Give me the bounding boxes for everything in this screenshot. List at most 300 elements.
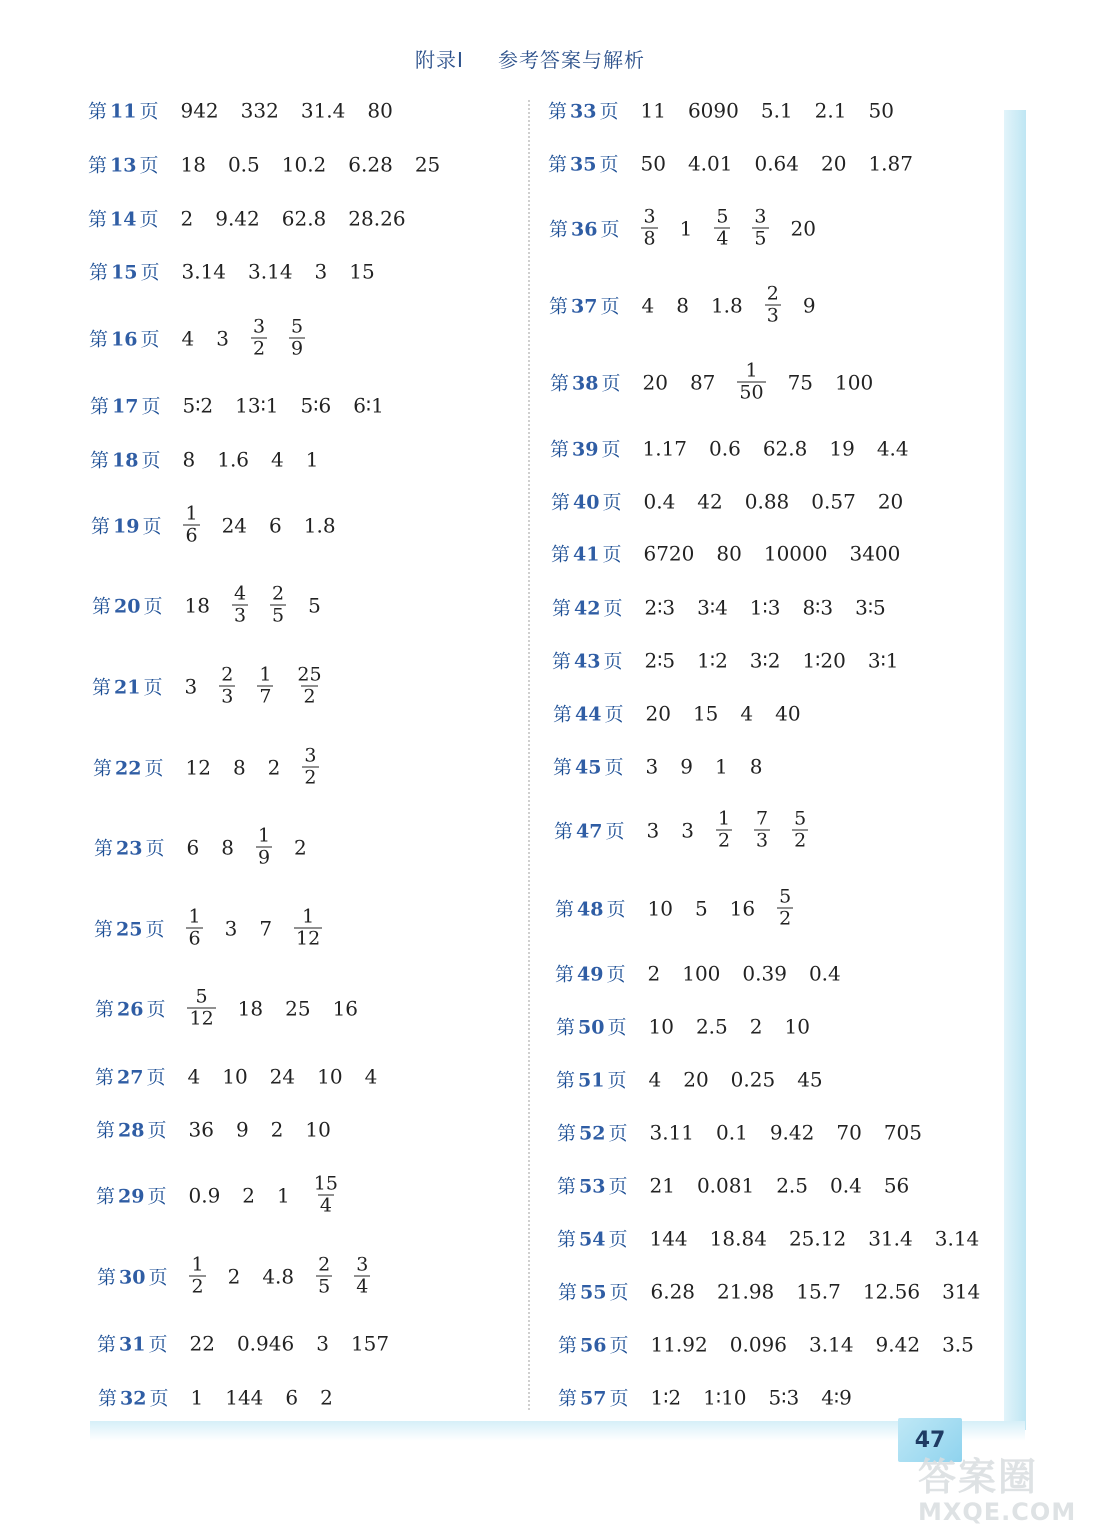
watermark-logo bbox=[918, 1456, 1088, 1532]
fraction-numerator: 3 bbox=[252, 315, 266, 338]
answer-entry bbox=[94, 907, 322, 950]
answer-values bbox=[647, 887, 793, 930]
column-divider bbox=[528, 100, 530, 1410]
page-label: 第 48 页 bbox=[555, 898, 626, 921]
answer-value: 2 bbox=[294, 835, 307, 859]
answer-value: 314 bbox=[942, 1279, 981, 1303]
answer-value: 2 bbox=[647, 961, 661, 985]
fraction-numerator: 2 bbox=[766, 282, 779, 305]
fraction-answer bbox=[354, 1255, 370, 1298]
page-label-number: 37 bbox=[571, 295, 598, 318]
answer-value: 1∶2 bbox=[650, 1385, 682, 1409]
fraction-numerator: 5 bbox=[794, 807, 807, 830]
page-label-number: 36 bbox=[571, 218, 598, 241]
answer-values bbox=[644, 595, 885, 619]
fraction-answer bbox=[186, 907, 202, 950]
answer-value: 31.4 bbox=[868, 1226, 913, 1250]
answer-value: 80 bbox=[716, 541, 742, 565]
answer-value: 3 bbox=[646, 818, 660, 842]
answer-values bbox=[190, 1385, 332, 1409]
answer-value: 10.2 bbox=[281, 152, 327, 176]
answer-entry bbox=[553, 753, 762, 780]
answer-value: 24 bbox=[221, 513, 248, 537]
page-label-number: 49 bbox=[577, 963, 604, 986]
answer-entry bbox=[97, 1255, 370, 1298]
answer-values bbox=[185, 746, 318, 789]
answer-values bbox=[180, 152, 440, 176]
page-label: 第 29 页 bbox=[96, 1185, 167, 1208]
answer-value: 942 bbox=[180, 98, 219, 122]
answer-value: 0.5 bbox=[227, 152, 260, 176]
answer-value: 31.4 bbox=[300, 98, 346, 122]
page-label-number: 11 bbox=[110, 100, 137, 123]
fraction-answer bbox=[641, 207, 657, 250]
answer-value: 6∶1 bbox=[353, 393, 384, 417]
answer-value: 1.8 bbox=[303, 513, 336, 537]
answer-entry bbox=[88, 151, 440, 178]
appendix-label: 附录Ⅰ bbox=[415, 48, 464, 72]
answer-value: 8 bbox=[676, 293, 689, 317]
answer-values bbox=[643, 541, 900, 565]
answer-value: 16 bbox=[729, 896, 756, 920]
page-label: 第 39 页 bbox=[550, 438, 621, 461]
answer-value: 18 bbox=[184, 593, 210, 617]
answer-values bbox=[644, 648, 898, 672]
answer-values bbox=[647, 961, 840, 985]
answer-value: 2 bbox=[749, 1014, 763, 1038]
fraction-numerator: 4 bbox=[233, 582, 247, 605]
answer-value: 25 bbox=[285, 996, 311, 1020]
page-label-number: 19 bbox=[113, 515, 140, 538]
answer-value: 3 bbox=[314, 259, 328, 283]
page-label-number: 27 bbox=[117, 1066, 144, 1089]
answer-value: 2 bbox=[242, 1183, 256, 1207]
page-label-number: 52 bbox=[579, 1122, 606, 1145]
answer-values bbox=[646, 809, 808, 852]
fraction-denominator: 2 bbox=[191, 1275, 204, 1298]
fraction-answer bbox=[792, 809, 808, 852]
answer-value: 5 bbox=[308, 593, 321, 617]
answer-entry bbox=[557, 1225, 979, 1252]
answer-value: 1 bbox=[305, 447, 319, 471]
fraction-answer bbox=[289, 317, 305, 360]
page-label: 第 23 页 bbox=[94, 837, 165, 860]
page-label-number: 41 bbox=[573, 543, 600, 566]
answer-value: 20 bbox=[645, 701, 671, 725]
answer-values bbox=[188, 1174, 339, 1217]
answer-value: 100 bbox=[835, 370, 874, 394]
fraction-answer bbox=[737, 361, 765, 404]
page-label-number: 13 bbox=[110, 154, 137, 177]
fraction-denominator: 6 bbox=[188, 927, 201, 950]
answer-value: 3.11 bbox=[649, 1120, 695, 1144]
answer-values bbox=[640, 151, 913, 175]
page-label: 第 37 页 bbox=[549, 295, 620, 318]
answer-value: 3.14 bbox=[934, 1226, 980, 1250]
answer-value: 18.84 bbox=[709, 1226, 767, 1250]
page-label: 第 14 页 bbox=[88, 208, 159, 231]
answer-entry bbox=[94, 826, 307, 869]
answer-value: 3400 bbox=[849, 541, 901, 565]
answer-value: 0.39 bbox=[742, 961, 787, 985]
fraction-answer bbox=[295, 665, 323, 708]
answer-values bbox=[182, 447, 318, 471]
fraction-numerator: 1 bbox=[302, 905, 315, 928]
answer-value: 4 bbox=[187, 1064, 201, 1088]
section-title: 参考答案与解析 bbox=[497, 48, 645, 72]
page-label-number: 31 bbox=[119, 1333, 146, 1356]
answer-value: 9 bbox=[235, 1117, 249, 1141]
fraction-numerator: 1 bbox=[259, 663, 272, 686]
answer-value: 19 bbox=[829, 436, 855, 460]
fraction-denominator: 5 bbox=[754, 227, 767, 250]
page-label: 第 11 页 bbox=[88, 100, 159, 123]
answer-value: 9 bbox=[680, 754, 693, 778]
answer-values bbox=[186, 907, 322, 950]
answer-entry bbox=[555, 887, 793, 930]
page-label-number: 55 bbox=[580, 1281, 607, 1304]
answer-value: 11 bbox=[640, 98, 666, 122]
answer-value: 20 bbox=[877, 489, 904, 513]
answer-value: 1 bbox=[190, 1385, 204, 1409]
answer-value: 3.14 bbox=[248, 259, 293, 283]
answer-value: 20 bbox=[821, 151, 847, 175]
page-label-number: 44 bbox=[575, 703, 602, 726]
fraction-denominator: 12 bbox=[296, 927, 321, 950]
answer-values bbox=[180, 98, 392, 122]
bottom-decorative-band bbox=[90, 1421, 1025, 1441]
answer-value: 2.1 bbox=[814, 98, 847, 122]
answer-value: 45 bbox=[797, 1067, 823, 1091]
answer-value: 10 bbox=[317, 1064, 343, 1088]
answer-value: 5∶2 bbox=[182, 393, 214, 417]
answer-value: 56 bbox=[883, 1173, 910, 1197]
answer-values bbox=[189, 1331, 389, 1355]
page-label: 第 44 页 bbox=[553, 703, 624, 726]
fraction-answer bbox=[187, 987, 215, 1030]
fraction-denominator: 3 bbox=[221, 685, 234, 708]
answer-value: 22 bbox=[189, 1331, 215, 1355]
answer-values bbox=[187, 987, 358, 1030]
answer-entry bbox=[97, 1330, 389, 1357]
fraction-denominator: 6 bbox=[185, 524, 198, 547]
fraction-answer bbox=[219, 665, 235, 708]
page-label: 第 30 页 bbox=[97, 1266, 168, 1289]
answer-value: 42 bbox=[697, 489, 723, 513]
answer-entry bbox=[95, 987, 358, 1030]
answer-value: 3.14 bbox=[809, 1332, 854, 1356]
answer-entry bbox=[549, 284, 816, 327]
answer-value: 2∶5 bbox=[644, 648, 676, 672]
fraction-denominator: 3 bbox=[756, 829, 769, 852]
answer-value: 5∶3 bbox=[768, 1385, 800, 1409]
page-label: 第 56 页 bbox=[558, 1334, 629, 1357]
answer-value: 1∶20 bbox=[802, 648, 846, 672]
fraction-numerator: 5 bbox=[716, 205, 729, 228]
page-label: 第 43 页 bbox=[552, 650, 623, 673]
answer-entry bbox=[92, 665, 324, 708]
fraction-denominator: 2 bbox=[779, 907, 792, 930]
answer-value: 0.096 bbox=[729, 1332, 788, 1356]
page-label-number: 56 bbox=[580, 1334, 607, 1357]
answer-value: 3∶5 bbox=[855, 595, 886, 619]
answer-value: 15.7 bbox=[796, 1279, 841, 1303]
page-label: 第 28 页 bbox=[96, 1119, 167, 1142]
right-decorative-band bbox=[1004, 110, 1026, 1430]
fraction-answer bbox=[257, 665, 273, 708]
answer-value: 70 bbox=[836, 1120, 862, 1144]
answer-value: 15 bbox=[692, 701, 719, 725]
answer-values bbox=[643, 489, 903, 513]
answer-value: 4.4 bbox=[876, 436, 909, 460]
fraction-answer bbox=[754, 809, 770, 852]
fraction-numerator: 3 bbox=[304, 744, 317, 767]
page-label: 第 47 页 bbox=[554, 820, 625, 843]
page-label-number: 15 bbox=[111, 261, 138, 284]
page-label-number: 21 bbox=[114, 676, 141, 699]
answer-value: 1.8 bbox=[710, 293, 743, 317]
answer-value: 1∶3 bbox=[749, 595, 781, 619]
answer-value: 144 bbox=[225, 1385, 264, 1409]
fraction-answer bbox=[294, 907, 322, 950]
page-label-number: 45 bbox=[575, 756, 602, 779]
fraction-denominator: 4 bbox=[356, 1275, 369, 1298]
fraction-answer bbox=[714, 207, 730, 250]
answer-entry bbox=[92, 584, 321, 627]
page-label-number: 25 bbox=[116, 918, 143, 941]
page-label: 第 40 页 bbox=[551, 491, 622, 514]
fraction-answer bbox=[777, 887, 793, 930]
fraction-numerator: 2 bbox=[318, 1253, 331, 1276]
answer-values bbox=[642, 436, 908, 460]
fraction-answer bbox=[256, 826, 272, 869]
fraction-numerator: 3 bbox=[754, 205, 767, 228]
page-label-number: 47 bbox=[576, 820, 603, 843]
answer-value: 0.081 bbox=[696, 1173, 755, 1197]
fraction-numerator: 2 bbox=[221, 663, 234, 686]
page-label: 第 36 页 bbox=[549, 218, 620, 241]
answer-value: 332 bbox=[240, 98, 279, 122]
fraction-denominator: 2 bbox=[304, 766, 317, 789]
page-label-number: 20 bbox=[114, 595, 141, 618]
answer-value: 10 bbox=[648, 1014, 674, 1038]
answer-value: 7 bbox=[259, 916, 273, 940]
answer-value: 9.42 bbox=[769, 1120, 815, 1144]
answer-value: 24 bbox=[269, 1064, 296, 1088]
answer-value: 2 bbox=[180, 206, 194, 230]
answer-values bbox=[182, 393, 383, 417]
page-label-number: 30 bbox=[119, 1266, 146, 1289]
answer-value: 1 bbox=[714, 754, 728, 778]
page-label: 第 25 页 bbox=[94, 918, 165, 941]
fraction-answer bbox=[183, 504, 199, 547]
answer-value: 3 bbox=[184, 674, 198, 698]
answer-value: 10 bbox=[784, 1014, 810, 1038]
answer-entry bbox=[558, 1278, 980, 1305]
answer-value: 4.01 bbox=[687, 151, 733, 175]
answer-entry bbox=[552, 647, 899, 674]
fraction-numerator: 1 bbox=[188, 905, 201, 928]
page-label-number: 28 bbox=[118, 1119, 145, 1142]
page-label: 第 52 页 bbox=[557, 1122, 628, 1145]
answer-value: 3 bbox=[316, 1331, 329, 1355]
page-label-number: 23 bbox=[116, 837, 143, 860]
fraction-denominator: 8 bbox=[643, 227, 656, 250]
page-label-number: 53 bbox=[579, 1175, 606, 1198]
answer-value: 18 bbox=[180, 152, 206, 176]
answer-entry bbox=[98, 1384, 333, 1411]
answer-value: 15 bbox=[349, 259, 375, 283]
answer-value: 16 bbox=[332, 996, 359, 1020]
answer-value: 5 bbox=[694, 896, 708, 920]
answer-values bbox=[648, 1014, 809, 1038]
fraction-denominator: 2 bbox=[794, 829, 807, 852]
answer-entry bbox=[93, 746, 319, 789]
fraction-denominator: 2 bbox=[717, 829, 731, 852]
answer-entry bbox=[95, 1063, 377, 1090]
answer-value: 4 bbox=[648, 1067, 662, 1091]
fraction-numerator: 3 bbox=[643, 205, 656, 228]
answer-entry bbox=[88, 97, 393, 124]
answer-entry bbox=[89, 317, 305, 360]
page-label-number: 43 bbox=[574, 650, 601, 673]
answer-value: 8∶3 bbox=[802, 595, 834, 619]
fraction-denominator: 12 bbox=[189, 1007, 214, 1030]
answer-value: 2.5 bbox=[695, 1014, 728, 1038]
answer-values bbox=[187, 1064, 377, 1088]
fraction-numerator: 1 bbox=[717, 807, 731, 830]
answer-value: 1 bbox=[679, 216, 693, 240]
fraction-answer bbox=[752, 207, 768, 250]
answer-values bbox=[650, 1385, 851, 1409]
answer-value: 6 bbox=[285, 1385, 299, 1409]
answer-value: 4 bbox=[181, 326, 195, 350]
page-label: 第 17 页 bbox=[90, 395, 161, 418]
answer-value: 13∶1 bbox=[235, 393, 279, 417]
page-label: 第 21 页 bbox=[92, 676, 163, 699]
page-label-number: 42 bbox=[574, 597, 601, 620]
answer-value: 12.56 bbox=[862, 1279, 921, 1303]
page-label: 第 55 页 bbox=[558, 1281, 629, 1304]
fraction-answer bbox=[765, 284, 781, 327]
page-label-number: 50 bbox=[578, 1016, 605, 1039]
answer-value: 0.4 bbox=[808, 961, 841, 985]
answer-value: 9.42 bbox=[875, 1332, 921, 1356]
fraction-answer bbox=[270, 584, 286, 627]
answer-values bbox=[189, 1255, 370, 1298]
answer-values bbox=[649, 1173, 909, 1197]
page-label-number: 39 bbox=[572, 438, 599, 461]
answer-value: 3 bbox=[681, 818, 694, 842]
answer-value: 0.946 bbox=[236, 1331, 295, 1355]
fraction-answer bbox=[302, 746, 318, 789]
answer-values bbox=[184, 584, 320, 627]
fraction-denominator: 5 bbox=[318, 1275, 331, 1298]
answer-value: 5∶6 bbox=[300, 393, 332, 417]
page-label: 第 22 页 bbox=[93, 757, 164, 780]
fraction-denominator: 2 bbox=[303, 685, 316, 708]
page-label-number: 35 bbox=[570, 153, 597, 176]
page-label: 第 26 页 bbox=[95, 998, 166, 1021]
fraction-denominator: 3 bbox=[766, 304, 779, 327]
page-label-number: 51 bbox=[578, 1069, 605, 1092]
page-label-number: 26 bbox=[117, 998, 144, 1021]
answer-value: 10 bbox=[647, 896, 673, 920]
answer-value: 0.6 bbox=[709, 436, 741, 460]
answer-value: 1 bbox=[277, 1183, 290, 1207]
answer-entry bbox=[551, 540, 900, 567]
fraction-denominator: 5 bbox=[272, 604, 285, 627]
page-label-number: 48 bbox=[577, 898, 604, 921]
answer-value: 6090 bbox=[687, 98, 739, 122]
answer-value: 6 bbox=[186, 835, 200, 859]
answer-value: 36 bbox=[188, 1117, 214, 1141]
answer-value: 3 bbox=[216, 326, 229, 350]
fraction-numerator: 15 bbox=[313, 1172, 338, 1195]
page-label: 第 35 页 bbox=[548, 153, 619, 176]
answer-value: 8 bbox=[221, 835, 234, 859]
page-label-number: 32 bbox=[120, 1387, 147, 1410]
page-label: 第 19 页 bbox=[91, 515, 162, 538]
answer-value: 62.8 bbox=[762, 436, 808, 460]
answer-entry bbox=[88, 205, 406, 232]
fraction-numerator: 5 bbox=[291, 315, 304, 338]
page-label-number: 22 bbox=[115, 757, 142, 780]
answer-value: 87 bbox=[689, 370, 716, 394]
fraction-numerator: 1 bbox=[745, 359, 758, 382]
fraction-numerator: 25 bbox=[297, 663, 322, 686]
page-label-number: 14 bbox=[110, 208, 137, 231]
answer-entry bbox=[557, 1172, 909, 1199]
answer-value: 3∶1 bbox=[867, 648, 899, 672]
fraction-denominator: 4 bbox=[716, 227, 729, 250]
answer-entry bbox=[548, 150, 913, 177]
answer-value: 50 bbox=[640, 151, 666, 175]
answer-entry bbox=[553, 700, 801, 727]
answer-value: 4.8 bbox=[262, 1264, 295, 1288]
answer-value: 2 bbox=[320, 1385, 333, 1409]
answer-value: 18 bbox=[237, 996, 264, 1020]
page-label: 第 54 页 bbox=[557, 1228, 628, 1251]
answer-entry bbox=[96, 1174, 340, 1217]
answer-values bbox=[188, 1117, 330, 1141]
page-label-number: 29 bbox=[118, 1185, 145, 1208]
answer-value: 12 bbox=[185, 755, 211, 779]
answer-entry bbox=[554, 809, 808, 852]
answer-value: 8 bbox=[182, 447, 196, 471]
answer-value: 20 bbox=[642, 370, 668, 394]
answer-entry bbox=[96, 1116, 331, 1143]
answer-value: 21.98 bbox=[717, 1279, 775, 1303]
page-label: 第 20 页 bbox=[92, 595, 163, 618]
answer-value: 157 bbox=[350, 1331, 390, 1355]
page-label: 第 16 页 bbox=[89, 328, 160, 351]
answer-value: 0.9 bbox=[188, 1183, 221, 1207]
page-label: 第 18 页 bbox=[90, 449, 161, 472]
page-label: 第 45 页 bbox=[553, 756, 624, 779]
answer-value: 1.6 bbox=[217, 447, 250, 471]
answer-value: 0.4 bbox=[643, 489, 676, 513]
answer-value: 20 bbox=[790, 216, 816, 240]
answer-value: 0.4 bbox=[830, 1173, 862, 1197]
fraction-answer bbox=[716, 809, 732, 852]
answer-value: 4 bbox=[271, 447, 284, 471]
page-label: 第 27 页 bbox=[95, 1066, 166, 1089]
answer-value: 0.1 bbox=[716, 1120, 748, 1144]
answer-value: 1.87 bbox=[868, 151, 913, 175]
answer-value: 100 bbox=[682, 961, 721, 985]
page-label: 第 51 页 bbox=[556, 1069, 627, 1092]
